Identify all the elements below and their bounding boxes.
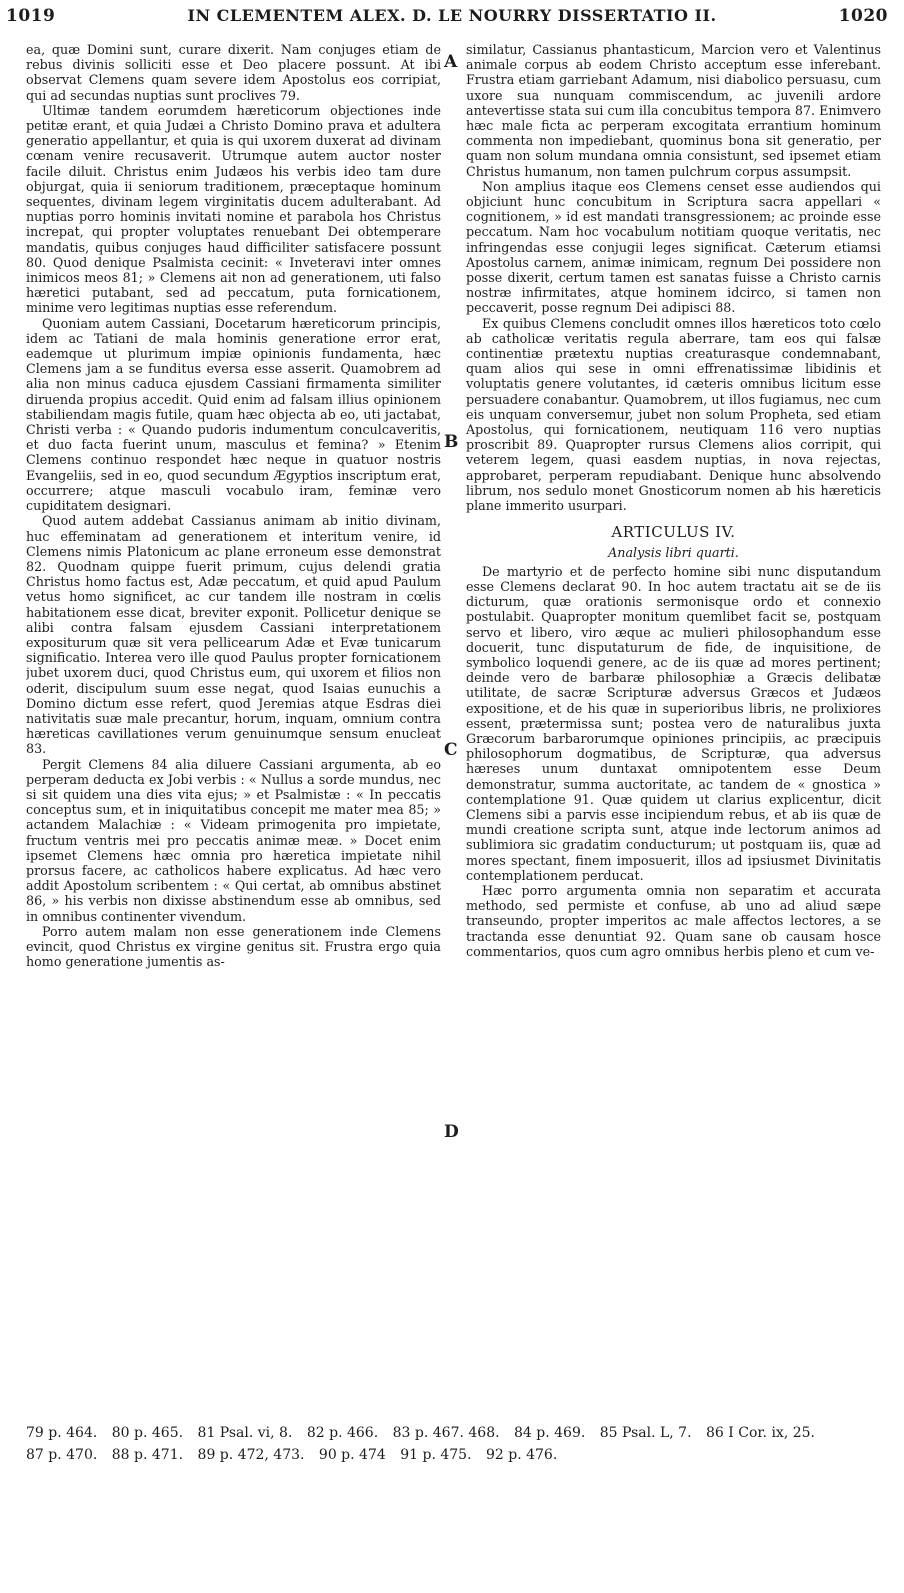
footnote: 90 p. 474 [318, 1447, 386, 1463]
paragraph: Pergit Clemens 84 alia diluere Cassiani argumenta, ab eo perperam deducta ex Jobi verbis : « Nullus a sorde mundus, nec si sit quidem una dies vita ejus; » et Psalmistæ : « In peccatis conceptus sum, et in iniquitatibus concepit me mater mea 85; » actandem Malachiæ : « Videam primogenita pro impietate, fructum ventris mei pro peccatis animæ meæ. » Docet enim ipsemet Clemens hæc omnia pro hæretica impietate nihil prorsus facere, ac catholicos habere explicatus. Ad hæc vero addit Apostolum scribentem : « Qui certat, ab omnibus abstinet 86, » his verbis non dixisse abstinendum esse ab omnibus, sed in omnibus continenter vivendum. [26, 756, 441, 924]
paragraph: De martyrio et de perfecto homine sibi nunc disputandum esse Clemens declarat 90. In hoc autem tractatu ait se de iis dicturum, quæ orationis sermonisque ordo et connexio postulabit. Quapropter monitum quemlibet facit se, postquam servo et libero, viro æque ac mulieri philosophandum esse docuerit, tunc disputaturum de fide, de inquisitione, de symbolico loquendi genere, ac de iis quæ ad mores pertinent; deinde vero de barbaræ philosophiæ a Græcis delibatæ utilitate, de sacræ Scripturæ adversus Græcos et Judæos expositione, et de his quæ in superioribus libris, ne prolixiores essent, prætermissa sunt; postea vero de naturalibus juxta Græcorum barbarorumque opiniones principiis, ac præcipuis philosophorum dogmatibus, de Scripturæ, qua adversus hæreses unum duntaxat omnipotentem esse Deum demonstratur, summa auctoritate, ac tandem de « gnostica » contemplatione 91. Quæ quidem ut clarius explicentur, dicit Clemens sibi a parvis esse incipiendum rebus, et ab iis quæ de mundi creatione scripta sunt, atque inde lectorum animos ad sublimiora sic gradatim conducturum; ut postquam iis, quæ ad mores spectant, finem imposuerit, illos ad ipsiusmet Divinitatis contemplationem perducat. [466, 563, 881, 883]
footnote: 92 p. 476. [485, 1447, 558, 1463]
footnote: 86 I Cor. ix, 25. [706, 1425, 815, 1441]
paragraph: Quoniam autem Cassiani, Docetarum hæreticorum principis, idem ac Tatiani de mala hominis generatione error erat, eademque ut plurimum impiæ opinionis fundamenta, hæc Clemens jam a se funditus eversa esse asserit. Quamobrem ad alia non minus caduca ejusdem Cassiani firmamenta similiter diruenda propius accedit. Quid enim ad falsam illius opinionem stabiliendam magis futile, quam hæc objecta ab eo, uti jactabat, Christi verba : « Quando pudoris indumentum conculcaveritis, et duo facta fuerint unum, masculus et femina? » Etenim Clemens continuo respondet hæc neque in quatuor nostris Evangeliis, sed in eo, quod secundum Ægyptios inscriptum erat, occurrere; atque masculi vocabulo iram, feminæ vero cupiditatem designari. [26, 315, 441, 514]
running-title: IN CLEMENTEM ALEX. D. LE NOURRY DISSERTATIO II. [187, 6, 717, 25]
footnote: 89 p. 472, 473. [197, 1447, 305, 1463]
footnote: 82 p. 466. [306, 1425, 379, 1441]
footnote: 85 Psal. L, 7. [599, 1425, 692, 1441]
footnotes [26, 1422, 886, 1466]
left-column [26, 42, 441, 1407]
paragraph: Non amplius itaque eos Clemens censet esse audiendos qui objiciunt hunc concubitum in Scriptura sacra appellari « cognitionem, » id est mandati transgressionem; ac proinde esse peccatum. Nam hoc vocabulum notitiam quoque veritatis, nec infringendas esse conjugii leges significat. Cæterum etiamsi Apostolus carnem, animæ inimicam, regnum Dei possidere non posse dixerit, certum tamen est sanatas fuisse a Christo carnis nostræ infirmitates, atque hominem idcirco, si tamen non peccaverit, posse regnum Dei adipisci 88. [466, 178, 881, 316]
left-page-number: 1019 [6, 6, 56, 26]
paragraph: Hæc porro argumenta omnia non separatim et accurata methodo, sed permiste et confuse, ab uno ad aliud sæpe transeundo, propter imperitos ac male affectos lectores, a se tractanda esse denuntiat 92. Quam sane ob causam hosce commentarios, quos cum agro omnibus herbis pleno et cum ve- [466, 882, 881, 959]
margin-letter-c: C [444, 740, 458, 760]
paragraph: Porro autem malam non esse generationem inde Clemens evincit, quod Christus ex virgine genitus sit. Frustra ergo quia homo generatione jumentis as- [26, 923, 441, 970]
paragraph: Ex quibus Clemens concludit omnes illos hæreticos toto cœlo ab catholicæ veritatis regula aberrare, tam eos qui falsæ continentiæ prætextu nuptias creaturasque condemnabant, quam alios qui sese in omni effrenatissimæ libidinis et voluptatis genere volutantes, id cæteris omnibus licitum esse persuadere conabantur. Quamobrem, ut illos fugiamus, nec cum eis unquam conversemur, jubet non solum Propheta, sed etiam Apostolus, qui fornicationem, neutiquam 116 vero nuptias proscribit 89. Quapropter rursus Clemens alios corripit, qui veterem legem, quasi easdem nuptias, in nova rejectas, approbaret, perperam repudiabant. Denique hunc absolvendo librum, nos sedulo monet Gnosticorum nomen ab his hæreticis plane immerito usurpari. [466, 315, 881, 514]
footnote: 91 p. 475. [400, 1447, 472, 1463]
paragraph: Ultimæ tandem eorumdem hæreticorum objectiones inde petitæ erant, et quia Judæi a Christo Domino prava et adultera generatio appellantur, et quia is qui uxorem duxerat ad divinam cœnam venire recusaverit. Utrumque autem auctor noster facile diluit. Christus enim Judæos his verbis ideo tam dure objurgat, quia ii seniorum traditionem, præceptaque hominum sequentes, divinam legem virginitatis ducem adulterabant. Ad nuptias porro hominis invitati nomine et parabola hos Christus increpat, qui propter voluptates renuebant Dei obtemperare mandatis, quibus conjuges haud difficiliter satisfacere possunt 80. Quod denique Psalmista cecinit: « Inveteravi inter omnes inimicos meos 81; » Clemens ait non ad generationem, uti falso hæretici putabant, sed ad peccatum, puta fornicationem, minime vero legitimas nuptias esse referendum. [26, 102, 441, 316]
margin-letter-b: B [444, 432, 459, 452]
page-header [0, 0, 904, 44]
paragraph: similatur, Cassianus phantasticum, Marcion vero et Valentinus animale corpus ab eodem Christo acceptum esse inferebant. Frustra etiam garriebant Adamum, nisi diabolico persuasu, cum uxore sua nunquam commiscendum, ac juvenili ardore antevertisse stata sui cum illa concubitus tempora 87. Enimvero hæc male ficta ac perperam excogitata errantium hominum commenta non impediebant, quominus bona sit generatio, per quam non solum mundana omnia consistunt, sed ipsemet etiam Christus humanum, non tamen pulchrum corpus assumpsit. [466, 42, 881, 179]
margin-letter-a: A [444, 52, 458, 72]
footnote: 81 Psal. vi, 8. [197, 1425, 293, 1441]
right-column [466, 42, 881, 1407]
margin-letter-d: D [444, 1122, 459, 1142]
footnote: 80 p. 465. [111, 1425, 184, 1441]
article-heading: ARTICULUS IV. [611, 523, 736, 542]
paragraph: ea, quæ Domini sunt, curare dixerit. Nam conjuges etiam de rebus divinis solliciti esse et Deo placere possunt. At ibi observat Clemens quam severe idem Apostolus eos corripiat, qui ad secundas nuptias sunt proclives 79. [26, 42, 441, 103]
footnote: 84 p. 469. [514, 1425, 586, 1441]
footnote: 87 p. 470. [26, 1447, 98, 1463]
footnote: 83 p. 467. 468. [392, 1425, 500, 1441]
footnote: 79 p. 464. [26, 1425, 98, 1441]
article-subtitle: Analysis libri quarti. [608, 544, 739, 560]
right-page-number: 1020 [838, 6, 888, 26]
paragraph: Quod autem addebat Cassianus animam ab initio divinam, huc effeminatam ad generationem et interitum venire, id Clemens nimis Platonicum ac plane erroneum esse demonstrat 82. Quodnam quippe fuerit primum, cujus delendi gratia Christus homo factus est, Adæ peccatum, et quid apud Paulum vetus homo significet, ac cur tandem ille nostram in cœlis habitationem esse dicat, breviter exponit. Pollicetur denique se alibi contra falsam ejusdem Cassiani interpretationem expositurum quæ sit vera pellicearum Adæ et Evæ tunicarum significatio. Interea vero ille quod Paulus propter fornicationem jubet uxorem duci, quod Christus eum, qui uxorem et filios non oderit, discipulum suum esse negat, quod Isaias eunuchis a Domino dictum esse refert, quod Jeremias atque Esdras diei nativitatis suæ male precantur, horum, inquam, omnium contra hæreticas cavillationes verum genuinumque sensum enucleat 83. [26, 513, 441, 757]
footnote: 88 p. 471. [111, 1447, 184, 1463]
